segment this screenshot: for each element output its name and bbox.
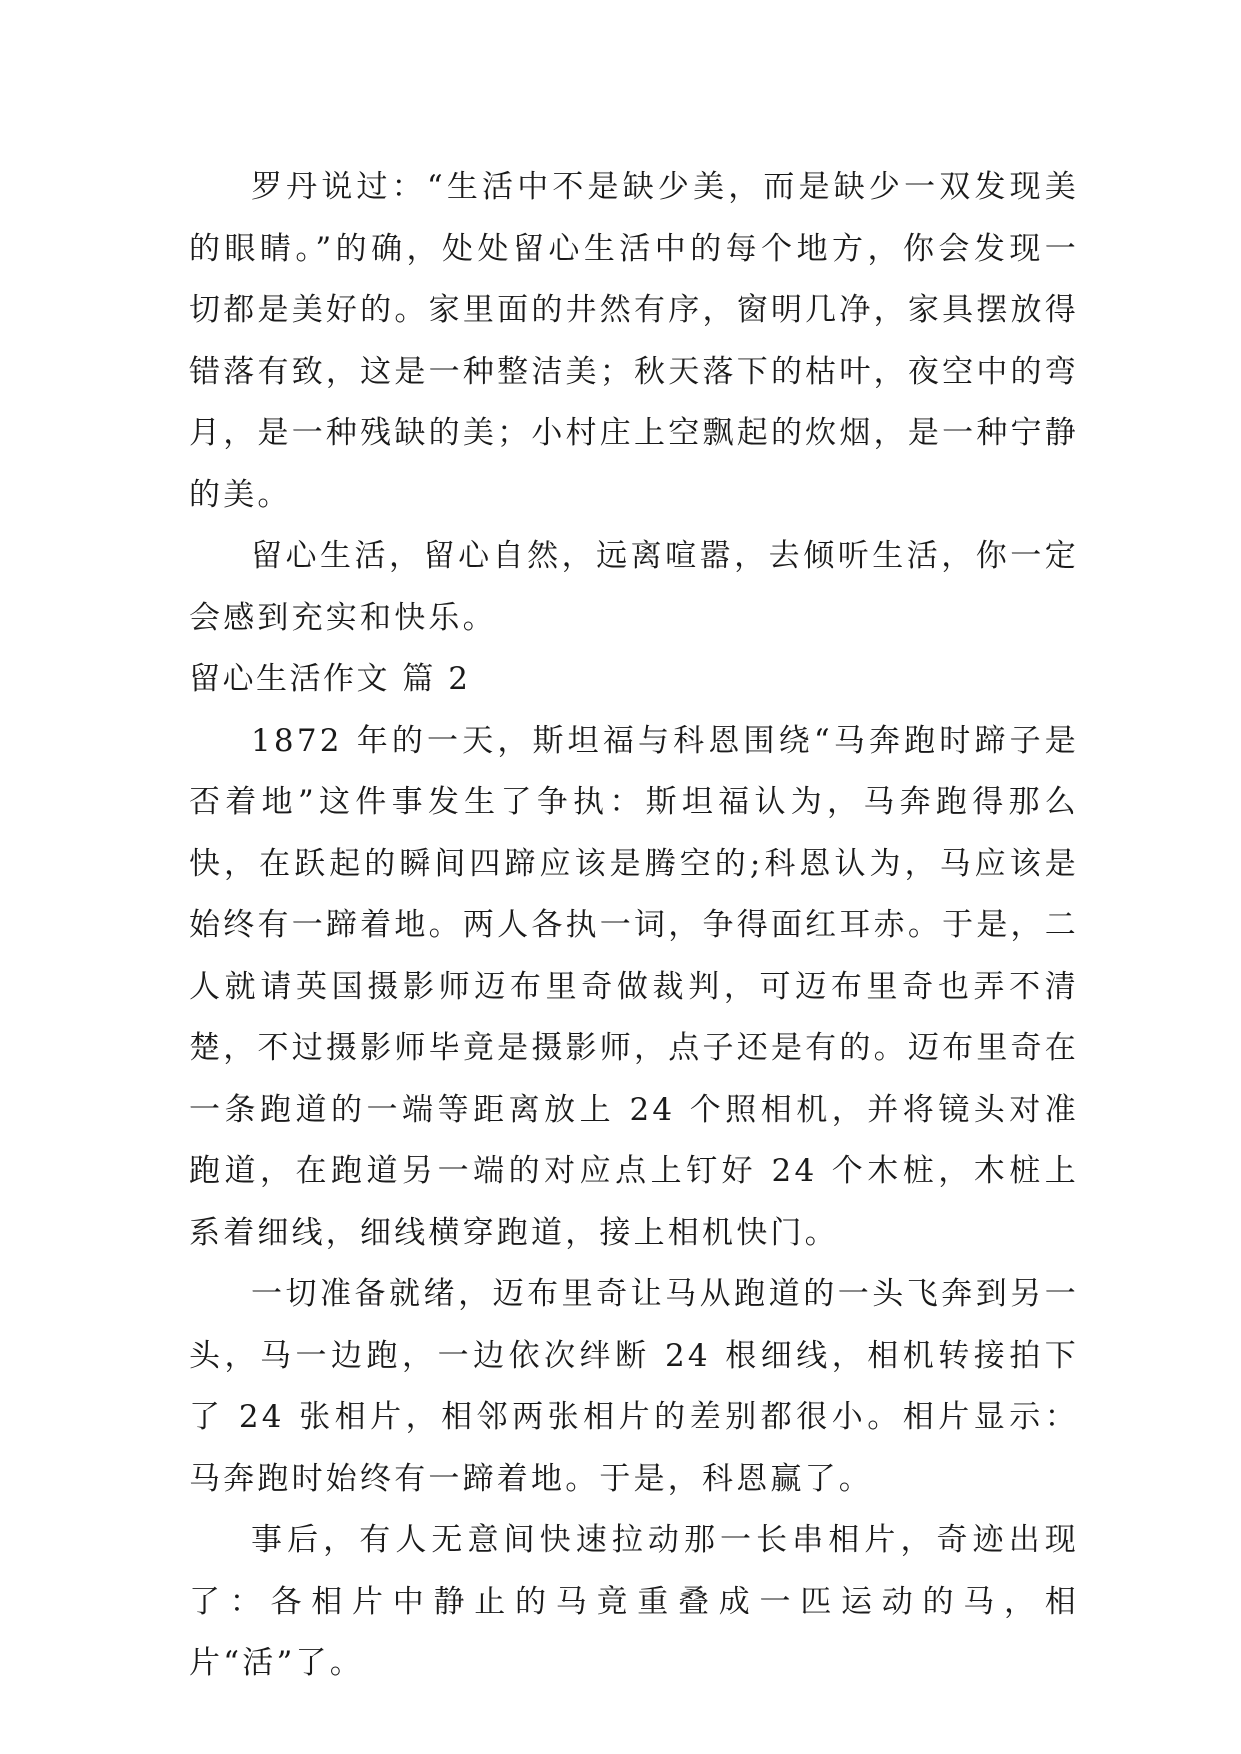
paragraph-photos-alive: 事后，有人无意间快速拉动那一长串相片，奇迹出现了：各相片中静止的马竟重叠成一匹运动的马，相片“活”了。 xyxy=(189,1522,1079,1681)
section-heading: 留心生活作文 篇 2 xyxy=(189,661,471,697)
paragraph-notice-life: 留心生活，留心自然，远离喧嚣，去倾听生活，你一定会感到充实和快乐。 xyxy=(189,538,1079,636)
paragraph-horse-dispute: 1872 年的一天，斯坦福与科恩围绕“马奔跑时蹄子是否着地”这件事发生了争执：斯坦福认为，马奔跑得那么快，在跃起的瞬间四蹄应该是腾空的;科恩认为，马应该是始终有一蹄着地。两人各执一词，争得面红耳赤。于是，二人就请英国摄影师迈布里奇做裁判，可迈布里奇也弄不清楚，不过摄影师毕竟是摄影师，点子还是有的。迈布里奇在一条跑道的一端等距离放上 24 个照相机，并将镜头对准跑道，在跑道另一端的对应点上钉好 24 个木桩，木桩上系着细线，细线横穿跑道，接上相机快门。 xyxy=(189,722,1079,1251)
paragraph-rodin-quote: 罗丹说过：“生活中不是缺少美，而是缺少一双发现美的眼睛。”的确，处处留心生活中的每个地方，你会发现一切都是美好的。家里面的井然有序，窗明几净，家具摆放得错落有致，这是一种整洁美；秋天落下的枯叶，夜空中的弯月，是一种残缺的美；小村庄上空飘起的炊烟，是一种宁静的美。 xyxy=(189,169,1079,513)
paragraph-horse-experiment: 一切准备就绪，迈布里奇让马从跑道的一头飞奔到另一头，马一边跑，一边依次绊断 24 根细线，相机转接拍下了 24 张相片，相邻两张相片的差别都很小。相片显示：马奔跑时始终有一蹄着地。于是，科恩赢了。 xyxy=(189,1276,1079,1497)
document-body xyxy=(189,157,1079,1695)
